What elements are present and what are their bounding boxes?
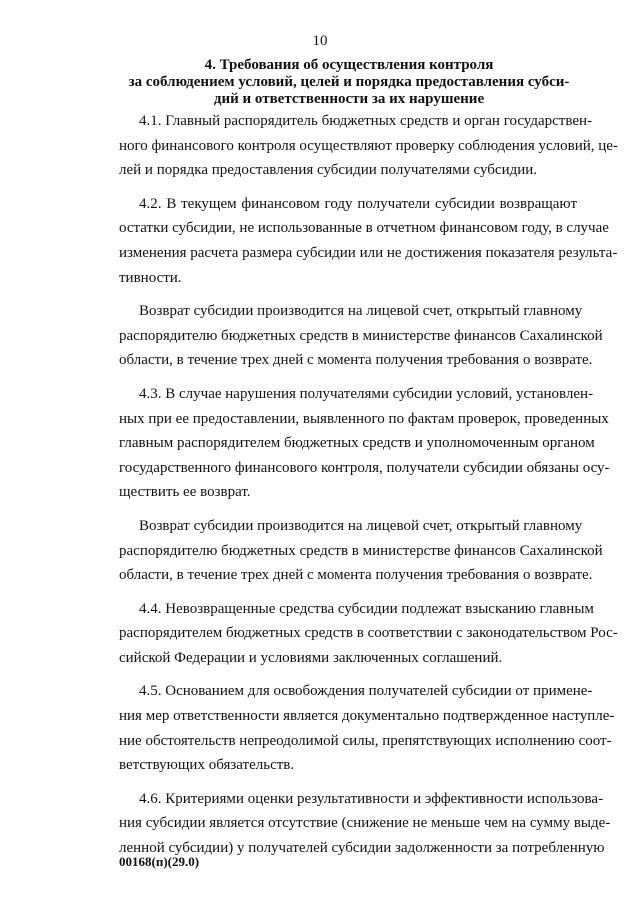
paragraph xyxy=(119,597,618,671)
body-text xyxy=(119,109,618,870)
text-line: ние обстоятельств непреодолимой силы, препятствующих исполнению соот- xyxy=(119,732,612,749)
text-line: 4.4. Невозвращенные средства субсидии подлежат взысканию главным xyxy=(139,600,594,617)
text-line: 4.5. Основанием для освобождения получателей субсидии от примене- xyxy=(139,683,593,700)
paragraph xyxy=(119,787,611,861)
heading-line: за соблюдением условий, целей и порядка предоставления субси- xyxy=(128,74,570,90)
text-line: ленной субсидии) у получателей субсидии задолженности за потребленную xyxy=(119,840,605,857)
text-line: ществить ее возврат. xyxy=(119,484,251,501)
text-line: ния мер ответственности является документально подтвержденное наступле- xyxy=(119,708,615,725)
paragraph xyxy=(119,514,603,588)
text-line: изменения расчета размера субсидии или не достижения показателя результа- xyxy=(119,244,618,261)
heading-line: дий и ответственности за их нарушение xyxy=(213,91,485,107)
text-line: ния субсидии является отсутствие (снижение не меньше чем на сумму выде- xyxy=(119,815,611,832)
text-line: 4.3. В случае нарушения получателями субсидии условий, установлен- xyxy=(139,385,594,402)
text-line: Возврат субсидии производится на лицевой счет, открытый главному xyxy=(139,303,583,320)
section-heading xyxy=(120,57,578,108)
text-line: ветствующих обязательств. xyxy=(119,757,295,774)
text-line: сийской Федерации и условиями заключенных соглашений. xyxy=(119,649,503,666)
paragraph xyxy=(119,192,618,290)
text-line: ного финансового контроля осуществляют проверку соблюдения условий, це- xyxy=(119,137,618,154)
text-line: распорядителю бюджетных средств в министерстве финансов Сахалинской xyxy=(119,327,603,344)
text-line: Возврат субсидии производится на лицевой счет, открытый главному xyxy=(139,517,583,534)
paragraph xyxy=(119,679,615,777)
text-line: главным распорядителем бюджетных средств и уполномоченным органом xyxy=(119,435,595,452)
text-line: ных при ее предоставлении, выявленного по фактам проверок, проведенных xyxy=(119,410,609,427)
text-line: области, в течение трех дней с момента получения требования о возврате. xyxy=(119,567,593,584)
text-line: тивности. xyxy=(119,269,182,286)
text-line: лей и порядка предоставления субсидии получателями субсидии. xyxy=(119,162,538,179)
text-line: распорядителю бюджетных средств в министерстве финансов Сахалинской xyxy=(119,542,603,559)
document-code: 00168(п)(29.0) xyxy=(119,854,200,869)
text-line: остатки субсидии, не использованные в отчетном финансовом году, в случае xyxy=(119,220,609,237)
heading-line: 4. Требования об осуществления контроля xyxy=(204,57,494,73)
page-number: 10 xyxy=(312,33,328,49)
paragraph xyxy=(119,382,610,505)
text-line: 4.6. Критериями оценки результативности и эффективности использова- xyxy=(139,790,604,807)
text-line: 4.2. В текущем финансовом году получатели субсидии возвращают xyxy=(139,195,577,212)
text-line: государственного финансового контроля, получатели субсидии обязаны осу- xyxy=(119,459,610,476)
text-line: 4.1. Главный распорядитель бюджетных средств и орган государствен- xyxy=(139,113,593,129)
paragraph xyxy=(119,109,618,183)
text-line: области, в течение трех дней с момента получения требования о возврате. xyxy=(119,352,593,369)
text-line: распорядителем бюджетных средств в соответствии с законодательством Рос- xyxy=(119,625,618,642)
paragraph xyxy=(119,299,603,373)
